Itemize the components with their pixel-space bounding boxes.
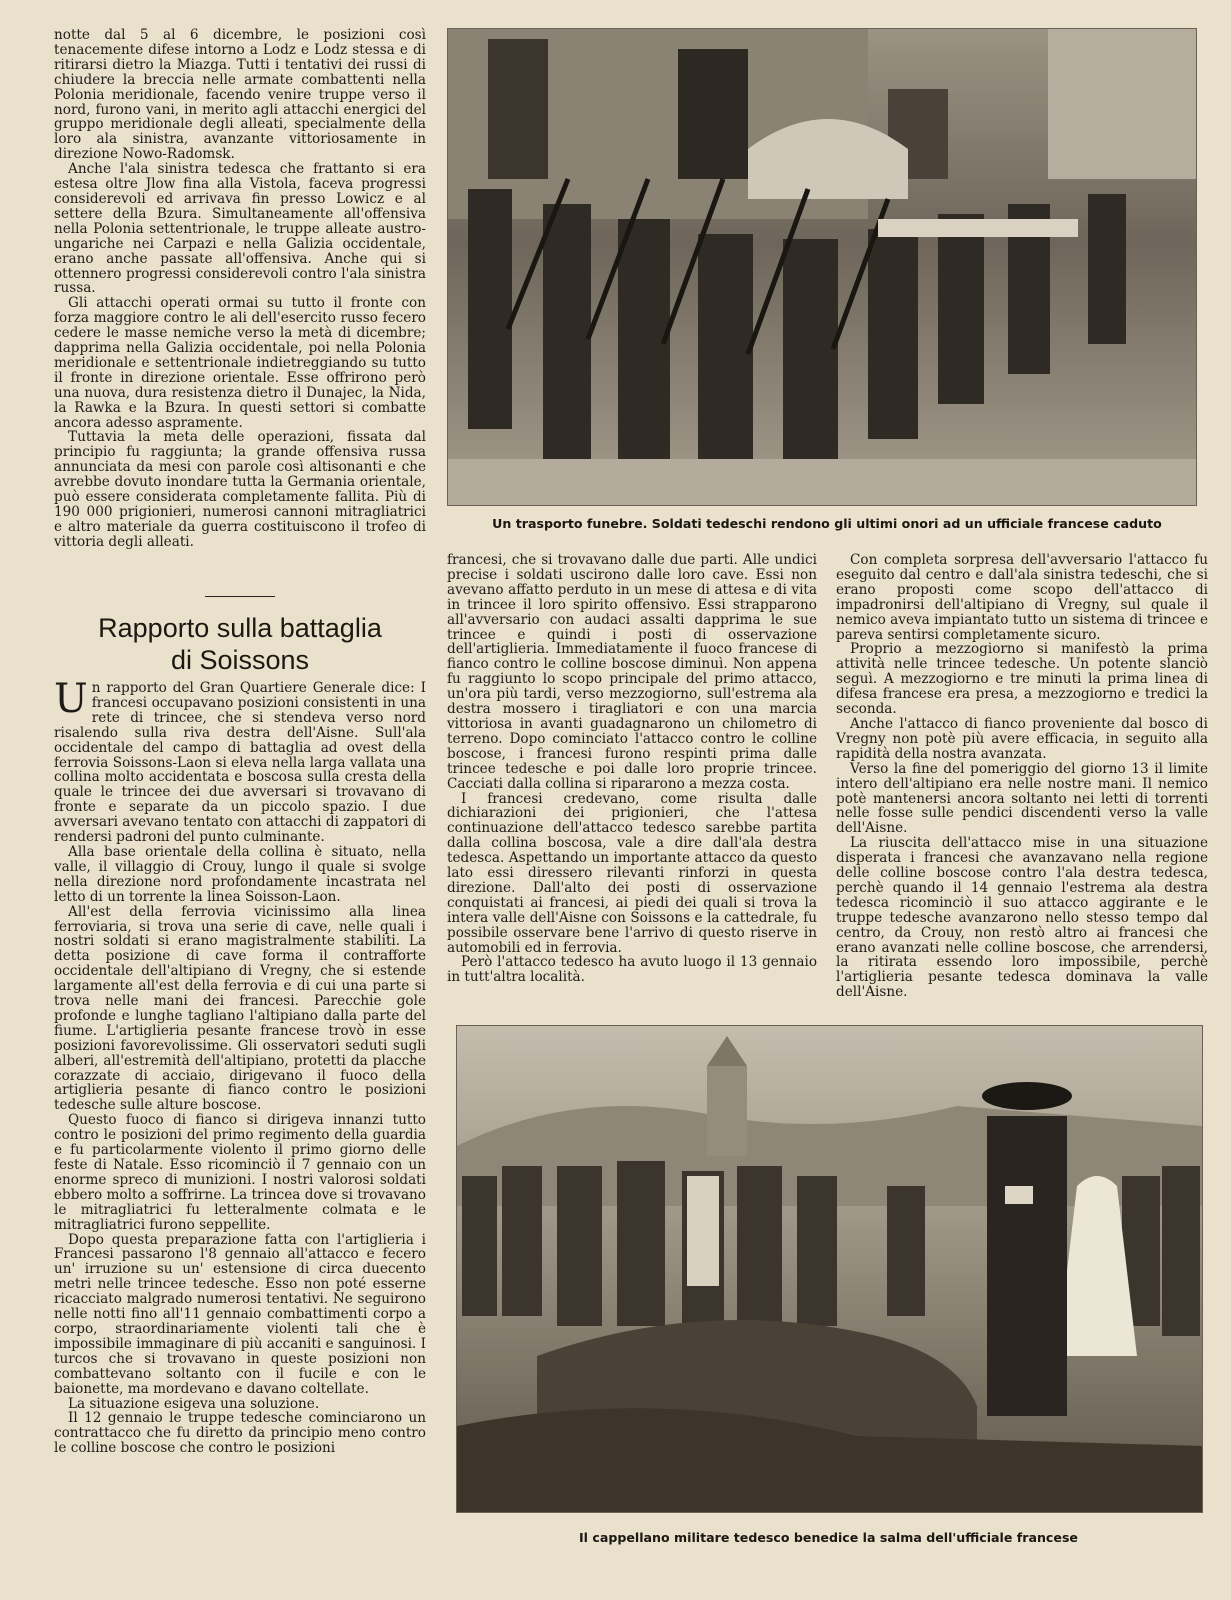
article-column-middle [447, 553, 817, 985]
paragraph: francesi, che si trovavano dalle due parti. Alle undici precise i soldati uscirono dalle loro cave. Essi non avevano affatto perduto in un mese di attesa e di vita in trincee il loro spirito offensivo. Essi strapparono all'avversario con audaci assalti dapprima le sue trincee e quindi i posti di osservazione dell'artiglieria. Immediatamente il fuoco francese di fianco contro le colline boscose diminuì. Non appena fu raggiunto lo scopo principale del primo attacco, un'ora più tardi, verso mezzogiorno, sull'estrema ala destra mossero i tiragliatori e con una marcia vittoriosa in avanti guadagnarono un chilometro di terreno. Dopo cominciato l'attacco contro le colline boscose, i francesi furono respinti prima dalle trincee tedesche e poi dalle loro proprie trincee. Cacciati dalla collina si ripararono a mezza costa. [447, 552, 817, 792]
paragraph: Il 12 gennaio le truppe tedesche cominciarono un contrattacco che fu diretto da principio meno contro le colline boscose che contro le posizioni [54, 1410, 426, 1457]
paragraph: Però l'attacco tedesco ha avuto luogo il 13 gennaio in tutt'altra località. [447, 954, 817, 986]
photo-caption-top: Un trasporto funebre. Soldati tedeschi rendono gli ultimi onori ad un ufficiale francese caduto [492, 516, 1162, 531]
paragraph: Anche l'attacco di fianco proveniente dal bosco di Vregny non potè più avere efficacia, in seguito alla rapidità della nostra avanzata. [836, 715, 1208, 762]
paragraph: Tuttavia la meta delle operazioni, fissata dal principio fu raggiunta; la grande offensiva russa annunciata da mesi con parole così altisonanti e che avrebbe dovuto inondare tutta la Germania orientale, può essere considerata completamente fallita. Più di 190 000 prigionieri, numerosi cannoni mitragliatrici e altro materiale da guerra costituiscono il trofeo di vittoria degli alleati. [54, 429, 426, 550]
article-title-line-1: Rapporto sulla battaglia [98, 613, 382, 643]
procession-image [448, 29, 1196, 505]
section-divider [205, 596, 275, 597]
paragraph: I francesi credevano, come risulta dalle dichiarazioni dei prigionieri, che l'attesa continuazione dell'attacco tedesco sarebbe partita dalla collina boscosa, vale a dire dall'ala destra tedesca. Aspettando un importante attacco da questo lato essi diressero rilevanti rinforzi in questa direzione. Dall'alto dei posti di osservazione conquistati ai francesi, ai piedi dei quali si trova la intera valle dell'Aisne con Soissons e la cattedrale, fu possibile osservare bene l'arrivo di questo riserve in automobili ed in ferrovia. [447, 790, 817, 956]
article-column-right [836, 553, 1208, 1000]
paragraph: Alla base orientale della collina è situato, nella valle, il villaggio di Crouy, lungo il quale si svolge nella direzione nord profondamente incastrata nel letto di un torrente la linea Soisson-Laon. [54, 843, 426, 905]
paragraph: Anche l'ala sinistra tedesca che frattanto si era estesa oltre Jlow fina alla Vistola, faceva progressi considerevoli ed arrivava fin presso Lowicz e al settere della Bzura. Simultaneamente all'offensiva nella Polonia settentrionale, le truppe alleate austro-ungariche nei Carpazi e nella Galizia occidentale, erano anche passate all'offensiva. Anche qui si ottennero progressi considerevoli contro l'ala sinistra russa. [54, 161, 426, 297]
photo-funeral-procession [447, 28, 1197, 506]
paragraph: Verso la fine del pomeriggio del giorno 13 il limite intero dell'altipiano era nelle nostre mani. Il nemico potè mantenersi ancora soltanto nei letti di torrenti nelle fosse sulle pendici discendenti verso la valle dell'Aisne. [836, 760, 1208, 837]
paragraph: notte dal 5 al 6 dicembre, le posizioni così tenacemente difese intorno a Lodz e Lodz stessa e di ritirarsi dietro la Miazga. Tutti i tentativi dei russi di chiudere la breccia nelle armate combattenti nella Polonia meridionale, facendo venire truppe verso il nord, furono vani, in merito agli attacchi energici del gruppo meridionale degli alleati, specialmente della loro ala sinistra, avanzante vittoriosamente in direzione Nowo-Radomsk. [54, 27, 426, 163]
article-title-line-2: di Soissons [170, 645, 310, 675]
paragraph: All'est della ferrovia vicinissimo alla linea ferroviaria, si trova una serie di cave, nelle quali i nostri soldati si erano magistralmente stabiliti. La detta posizione di cave forma il contrafforte occidentale dell'altipiano di Vregny, che si estende largamente all'est della ferrovia e di cui una parte si trova nelle mani dei francesi. Parecchie gole profonde e lunghe tagliano l'altipiano dalla parte del fiume. L'artiglieria pesante francese trovò in esse posizioni favorevolissime. Gli osservatori seduti sugli alberi, all'estremità dell'altipiano, protetti da placche corazzate di acciaio, dirigevano il fuoco della artiglieria pesante di fianco contro le posizioni tedesche sulle alture boscose. [54, 903, 426, 1114]
photo-chaplain-blessing [456, 1025, 1203, 1513]
paragraph: Questo fuoco di fianco si dirigeva innanzi tutto contro le posizioni del primo regimento della guardia e fu particolarmente violento il primo giorno delle feste di Natale. Esso ricominciò il 7 gennaio con un enorme spreco di munizioni. I nostri valorosi soldati ebbero molto a soffrirne. La trincea dove si trovavano le mitragliatrici fu letteralmente colmata e le mitragliatrici furono seppellite. [54, 1112, 426, 1233]
paragraph: Proprio a mezzogiorno si manifestò la prima attività nelle trincee tedesche. Un potente slanciò seguì. A mezzogiorno e tre minuti la prima linea di difesa francese era presa, a mezzogiorno e tredici la seconda. [836, 641, 1208, 718]
article-column-left [54, 676, 426, 1457]
paragraph: La riuscita dell'attacco mise in una situazione disperata i francesi che avanzavano nella regione delle colline boscose contro l'ala destra tedesca, perchè quando il 14 gennaio l'estrema ala destra tedesca ricominciò il suo attacco aggirante e le truppe tedesche avanzarono nello stesso tempo dal centro, da Crouy, non restò altro ai francesi che erano avanzati nelle colline boscose, che arrendersi, la ritirata essendo loro impossibile, perchè l'artiglieria pesante tedesca dominava la valle dell'Aisne. [836, 835, 1208, 1001]
paragraph-lead [54, 676, 426, 846]
paragraph: Con completa sorpresa dell'avversario l'attacco fu eseguito dal centro e dall'ala sinistra tedeschi, che si erano proposti come scopo dell'attacco di impadronirsi dell'altipiano di Vregny, sul quale il nemico aveva impiantato tutto un sistema di trincee e pareva sentirsi completamente sicuro. [836, 552, 1208, 643]
drop-cap: U [54, 676, 88, 722]
paragraph: Dopo questa preparazione fatta con l'artiglieria i Francesi passarono l'8 gennaio all'attacco e fecero un' irruzione su un' estensione di circa duecento metri nelle trincee tedesche. Esso non poté esserne ricacciato malgrado numerosi tentativi. Ne seguirono nelle notti fino all'11 gennaio combattimenti corpo a corpo, straordinariamente violenti tali che è impossibile immaginare di più accaniti e sanguinosi. I turcos che si trovavano in queste posizioni non combattevano soltanto con il fucile e con le baionette, ma mordevano e davano coltellate. [54, 1231, 426, 1397]
photo-caption-bottom: Il cappellano militare tedesco benedice la salma dell'ufficiale francese [579, 1530, 1078, 1545]
article-title [54, 612, 426, 676]
paragraph: La situazione esigeva una soluzione. [68, 1395, 320, 1412]
paragraph: Gli attacchi operati ormai su tutto il fronte con forza maggiore contro le ali dell'esercito russo fecero cedere le masse nemiche verso la metà di dicembre; dapprima nella Galizia occidentale, poi nella Polonia meridionale e settentrionale indietreggiando su tutto il fronte in direzione orientale. Esse offrirono però una nuova, dura resistenza dietro il Dunajec, la Nida, la Rawka e la Bzura. In questi settori si combatte ancora adesso aspramente. [54, 295, 426, 431]
lead-text: n rapporto del Gran Quartiere Generale dice: I francesi occupavano posizioni consistenti in una rete di trincee, che si stendeva verso nord risalendo sulla riva destra dell'Aisne. Sull'ala occidentale del campo di battaglia ad ovest della ferrovia Soissons-Laon si eleva nella larga vallata una collina molto accidentata e boscosa sulla cresta della quale le trincee dei due avversari si trovavano di fronte e separate da un piccolo spazio. I due avversari avevano tentato con attacchi di zappatori di rendersi padroni del punto culminante. [54, 680, 426, 846]
chaplain-image [457, 1026, 1202, 1512]
left-column-top [54, 28, 426, 550]
